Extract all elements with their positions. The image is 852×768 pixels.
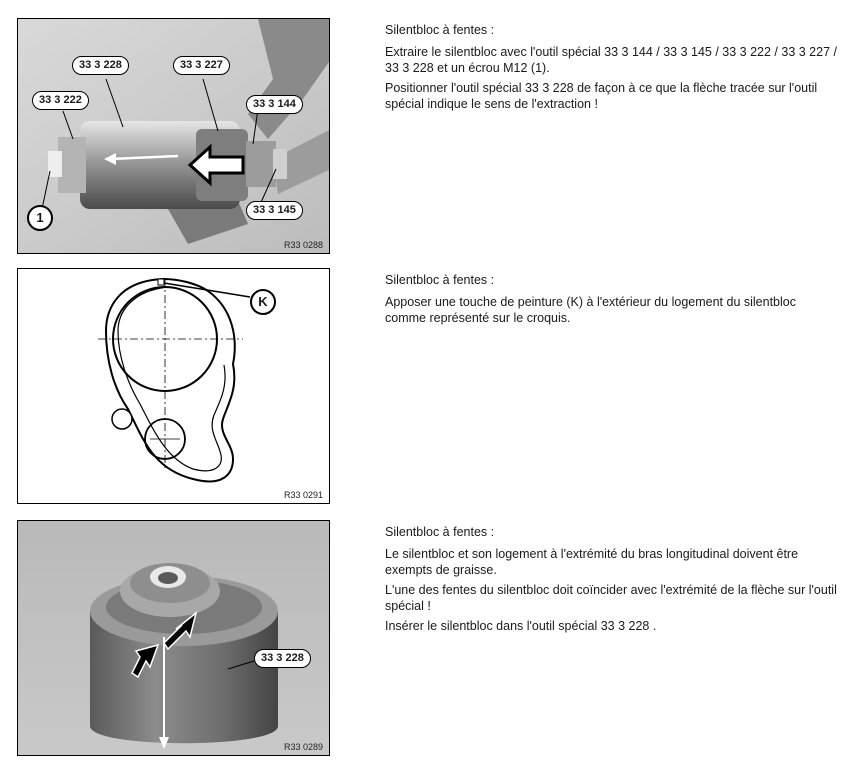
paragraph: Positionner l'outil spécial 33 3 228 de façon à ce que la flèche tracée sur l'outil spécial indique le sens de l'extraction ! — [385, 81, 818, 111]
figure-ref: R33 0289 — [283, 742, 323, 752]
figure-insert-tool — [17, 520, 330, 756]
figure-ref: R33 0291 — [283, 490, 323, 500]
callout-33-3-222: 33 3 222 — [32, 91, 89, 110]
section-heading: Silentbloc à fentes : — [385, 525, 495, 539]
insert-illustration — [18, 521, 330, 756]
figure-extraction-tool — [17, 18, 330, 254]
callout-33-3-144: 33 3 144 — [246, 95, 303, 114]
callout-nut-1: 1 — [27, 205, 53, 231]
instruction-text — [385, 272, 840, 330]
instruction-text — [385, 22, 840, 116]
callout-33-3-228: 33 3 228 — [254, 649, 311, 668]
paragraph: Apposer une touche de peinture (K) à l'extérieur du logement du silentbloc comme représenté sur le croquis. — [385, 295, 796, 325]
instruction-text — [385, 524, 840, 638]
figure-ref: R33 0288 — [283, 240, 323, 250]
callout-33-3-227: 33 3 227 — [173, 56, 230, 75]
figure-housing-sketch — [17, 268, 330, 504]
section-heading: Silentbloc à fentes : — [385, 23, 495, 37]
section-heading: Silentbloc à fentes : — [385, 273, 495, 287]
paragraph: Le silentbloc et son logement à l'extrémité du bras longitudinal doivent être exempts de graisse. — [385, 547, 799, 577]
paragraph: Extraire le silentbloc avec l'outil spécial 33 3 144 / 33 3 145 / 33 3 222 / 33 3 227 / 33 3 228 et un écrou M12 (1). — [385, 45, 837, 75]
callout-33-3-228: 33 3 228 — [72, 56, 129, 75]
housing-sketch — [18, 269, 330, 504]
callout-paint-mark-k: K — [250, 289, 276, 315]
paragraph: Insérer le silentbloc dans l'outil spécial 33 3 228 . — [385, 619, 657, 633]
callout-33-3-145: 33 3 145 — [246, 201, 303, 220]
paragraph: L'une des fentes du silentbloc doit coïncider avec l'extrémité de la flèche sur l'outil spécial ! — [385, 583, 837, 613]
